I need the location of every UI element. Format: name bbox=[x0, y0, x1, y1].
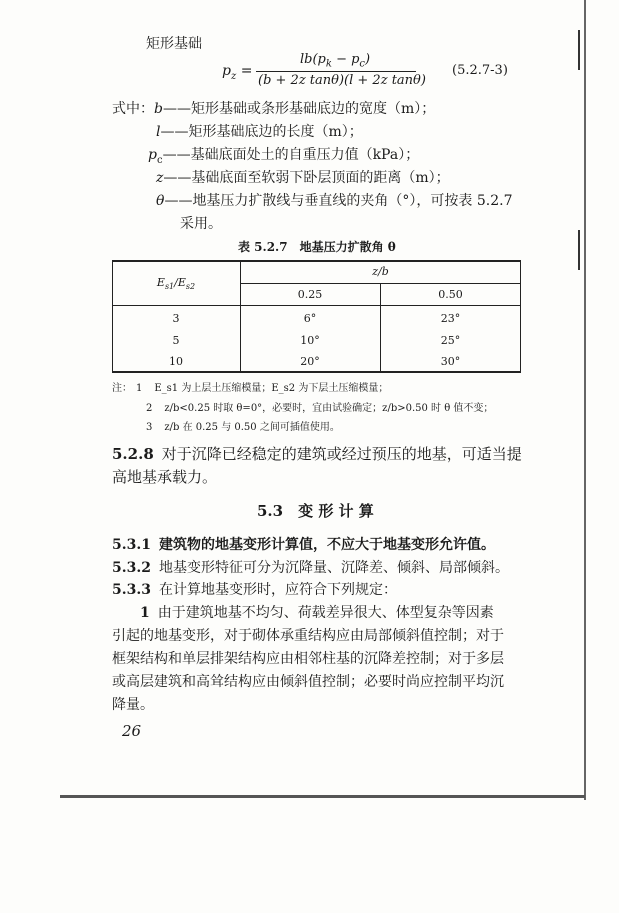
scan-bottom-line bbox=[60, 795, 585, 798]
scan-edge-mark bbox=[578, 30, 580, 70]
table-cell-ratio: 10 bbox=[169, 355, 183, 368]
formula-number: (5.2.7-3) bbox=[452, 63, 508, 78]
table-col-header-2: 0.50 bbox=[438, 288, 463, 301]
item-1-line: 引起的地基变形，对于砌体承重结构应由局部倾斜值控制；对于 bbox=[112, 628, 504, 644]
definition-l: l——矩形基础底边的长度（m）； bbox=[156, 124, 363, 140]
table-cell-v2: 23° bbox=[440, 312, 461, 325]
table-col-group: z/b bbox=[372, 265, 389, 278]
scan-edge-line bbox=[584, 0, 586, 800]
formula-denominator: (b + 2z tanθ)(l + 2z tanθ) bbox=[258, 73, 426, 88]
fraction-bar bbox=[256, 71, 416, 72]
section-heading: 5.3 变 形 计 算 bbox=[257, 502, 374, 520]
table-cell-v1: 20° bbox=[300, 355, 320, 368]
table-cell-ratio: 5 bbox=[172, 334, 180, 347]
page-number: 26 bbox=[122, 722, 142, 740]
clause-5-3-3: 5.3.3 在计算地基变形时，应符合下列规定： bbox=[112, 582, 397, 598]
formula-numerator: $lb(p_k - p_c)$ bbox=[300, 52, 371, 70]
table-col-header-1: 0.25 bbox=[297, 288, 323, 301]
table-header-rule bbox=[112, 305, 521, 306]
item-1-line: 1 由于建筑地基不均匀、荷载差异很大、体型复杂等因素 bbox=[140, 605, 494, 621]
clause-5-3-2: 5.3.2 地基变形特征可分为沉降量、沉降差、倾斜、局部倾斜。 bbox=[112, 560, 509, 576]
clause-5-3-1: 5.3.1 建筑物的地基变形计算值，不应大于地基变形允许值。 bbox=[112, 537, 495, 553]
item-1-line: 降量。 bbox=[112, 697, 154, 713]
table-cell-v1: 6° bbox=[303, 312, 317, 325]
table-cell-ratio: 3 bbox=[172, 312, 180, 325]
table-5-2-7 bbox=[112, 260, 521, 373]
item-1-line: 或高层建筑和高耸结构应由倾斜值控制；必要时尚应控制平均沉 bbox=[112, 674, 504, 690]
definition-theta-cont: 采用。 bbox=[180, 216, 222, 232]
clause-5-2-8-line2: 高地基承载力。 bbox=[112, 468, 218, 486]
table-top-rule bbox=[112, 260, 521, 262]
definition-pc: $p_c——$基础底面处土的自重压力值（kPa）； bbox=[148, 147, 420, 166]
table-cell-v1: 10° bbox=[300, 334, 320, 347]
item-1-line: 框架结构和单层排架结构应由相邻柱基的沉降差控制；对于多层 bbox=[112, 651, 504, 667]
formula-lhs: $p_z$ = bbox=[222, 63, 253, 82]
table-caption: 表 5.2.7 地基压力扩散角 θ bbox=[238, 240, 396, 254]
definition-b: 式中：b——矩形基础或条形基础底边的宽度（m）； bbox=[112, 101, 436, 117]
note-1: 注： 1 E_s1 为上层土压缩模量；E_s2 为下层土压缩模量； bbox=[112, 383, 389, 394]
table-cell-v2: 25° bbox=[440, 334, 461, 347]
note-3: 3 z/b 在 0.25 与 0.50 之间可插值使用。 bbox=[146, 422, 340, 433]
scan-edge-mark bbox=[578, 230, 580, 270]
intro-text: 矩形基础 bbox=[146, 36, 202, 52]
definition-z: z——基础底面至软弱下卧层顶面的距离（m）； bbox=[156, 170, 450, 186]
definition-theta: θ——地基压力扩散线与垂直线的夹角（°），可按表 5.2.7 bbox=[156, 193, 513, 209]
table-row-header: $E_{s1}/E_{s2}$ bbox=[156, 276, 196, 292]
note-2: 2 z/b<0.25 时取 θ=0°，必要时，宜由试验确定；z/b>0.50 时 θ 值不变； bbox=[146, 403, 494, 414]
table-cell-v2: 30° bbox=[440, 355, 461, 368]
table-bottom-rule bbox=[112, 371, 521, 373]
clause-5-2-8-line1: 5.2.8 对于沉降已经稳定的建筑或经过预压的地基，可适当提 bbox=[112, 445, 522, 463]
table-group-rule bbox=[240, 283, 521, 284]
